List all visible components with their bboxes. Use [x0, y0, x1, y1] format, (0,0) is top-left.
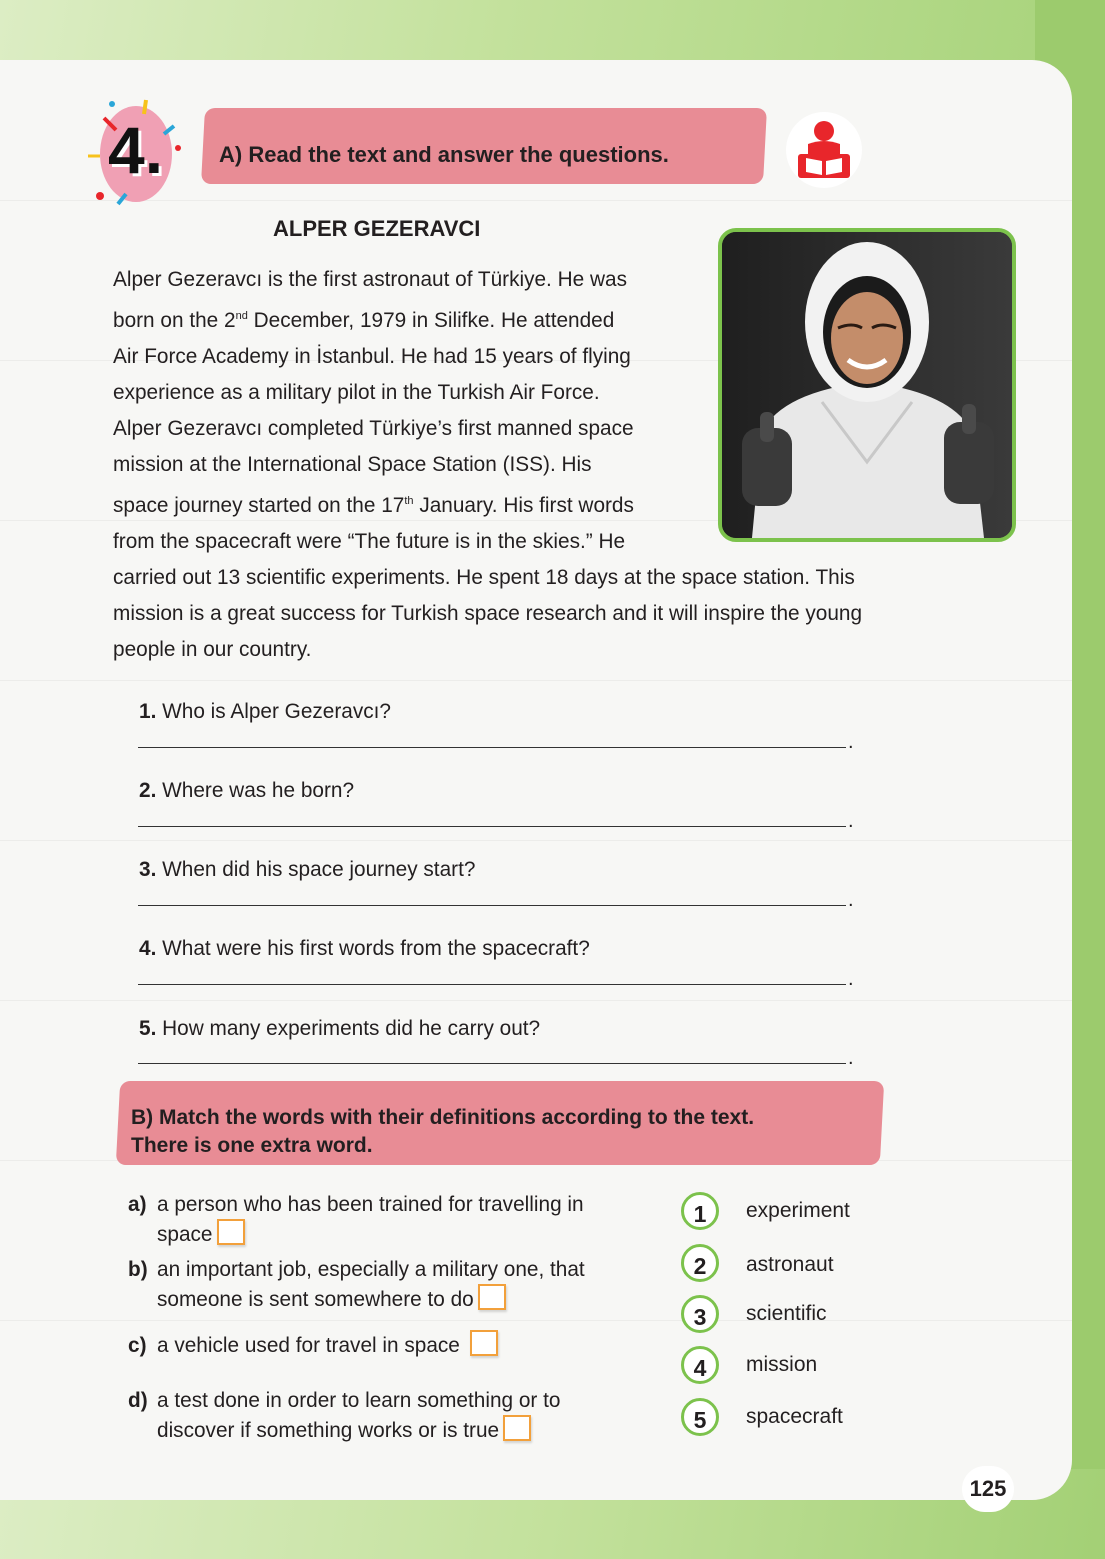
- part-b-instruction: B) Match the words with their definitions according to the text. There is one extra word.: [131, 1106, 755, 1157]
- answer-period: .: [848, 731, 854, 753]
- definition-c: c) a vehicle used for travel in space: [128, 1330, 668, 1360]
- question-2: 2. Where was he born?: [139, 779, 355, 802]
- option-word: spacecraft: [746, 1405, 843, 1428]
- passage-line: Alper Gezeravcı completed Türkiye’s first manned space: [113, 416, 634, 440]
- answer-period: .: [848, 810, 854, 832]
- definition-d: d) a test done in order to learn something or to discover if something works or is true: [128, 1389, 561, 1442]
- answer-period: .: [848, 968, 854, 990]
- option-word: mission: [746, 1353, 818, 1376]
- passage-line: carried out 13 scientific experiments. He spent 18 days at the space station. This: [113, 565, 855, 589]
- option-5: [681, 1398, 881, 1438]
- question-3: 3. When did his space journey start?: [139, 858, 476, 881]
- option-2: [681, 1244, 881, 1284]
- page-number: 125: [962, 1466, 1014, 1512]
- passage-line: mission at the International Space Station (ISS). His: [113, 452, 592, 476]
- option-number: 2: [681, 1244, 719, 1282]
- option-word: scientific: [746, 1302, 827, 1325]
- option-3: [681, 1295, 881, 1335]
- option-4: [681, 1346, 881, 1386]
- exercise-number: 4.: [108, 113, 164, 187]
- answer-box-d[interactable]: [503, 1415, 531, 1441]
- option-word: astronaut: [746, 1253, 834, 1276]
- passage-line: Alper Gezeravcı is the first astronaut of Türkiye. He was: [113, 268, 627, 291]
- question-5: 5. How many experiments did he carry out?: [139, 1017, 541, 1040]
- answer-line-2[interactable]: [138, 825, 846, 827]
- passage-line: from the spacecraft were “The future is in the skies.” He: [113, 529, 626, 553]
- answer-period: .: [848, 889, 854, 911]
- option-number: 1: [681, 1192, 719, 1230]
- answer-line-3[interactable]: [138, 904, 846, 906]
- article-title: ALPER GEZERAVCI: [273, 216, 481, 241]
- answer-box-c[interactable]: [470, 1330, 498, 1356]
- passage-line: Air Force Academy in İstanbul. He had 15 years of flying: [113, 344, 631, 368]
- option-number: 3: [681, 1295, 719, 1333]
- article-passage: [113, 262, 993, 668]
- answer-line-4[interactable]: [138, 983, 846, 985]
- passage-line: mission is a great success for Turkish space research and it will inspire the young: [113, 601, 863, 625]
- option-1: [681, 1192, 881, 1232]
- question-1: 1. Who is Alper Gezeravcı?: [139, 700, 391, 723]
- answer-box-a[interactable]: [217, 1219, 245, 1245]
- answer-line-5[interactable]: [138, 1062, 846, 1064]
- passage-line: experience as a military pilot in the Turkish Air Force.: [113, 380, 600, 404]
- option-number: 5: [681, 1398, 719, 1436]
- answer-line-1[interactable]: [138, 746, 846, 748]
- definition-a: a) a person who has been trained for travelling in space: [128, 1193, 584, 1246]
- reader-book-icon: [784, 110, 864, 190]
- option-number: 4: [681, 1346, 719, 1384]
- part-a-instruction: A) Read the text and answer the questions.: [219, 142, 669, 167]
- option-word: experiment: [746, 1199, 850, 1222]
- passage-line: people in our country.: [113, 637, 312, 661]
- answer-period: .: [848, 1047, 854, 1069]
- question-4: 4. What were his first words from the spacecraft?: [139, 937, 590, 960]
- passage-line: born on the 2nd December, 1979 in Silifke. He attended: [113, 308, 615, 332]
- answer-box-b[interactable]: [478, 1284, 506, 1310]
- passage-line: space journey started on the 17th January. His first words: [113, 493, 634, 517]
- definition-b: b) an important job, especially a military one, that someone is sent somewhere to do: [128, 1258, 585, 1311]
